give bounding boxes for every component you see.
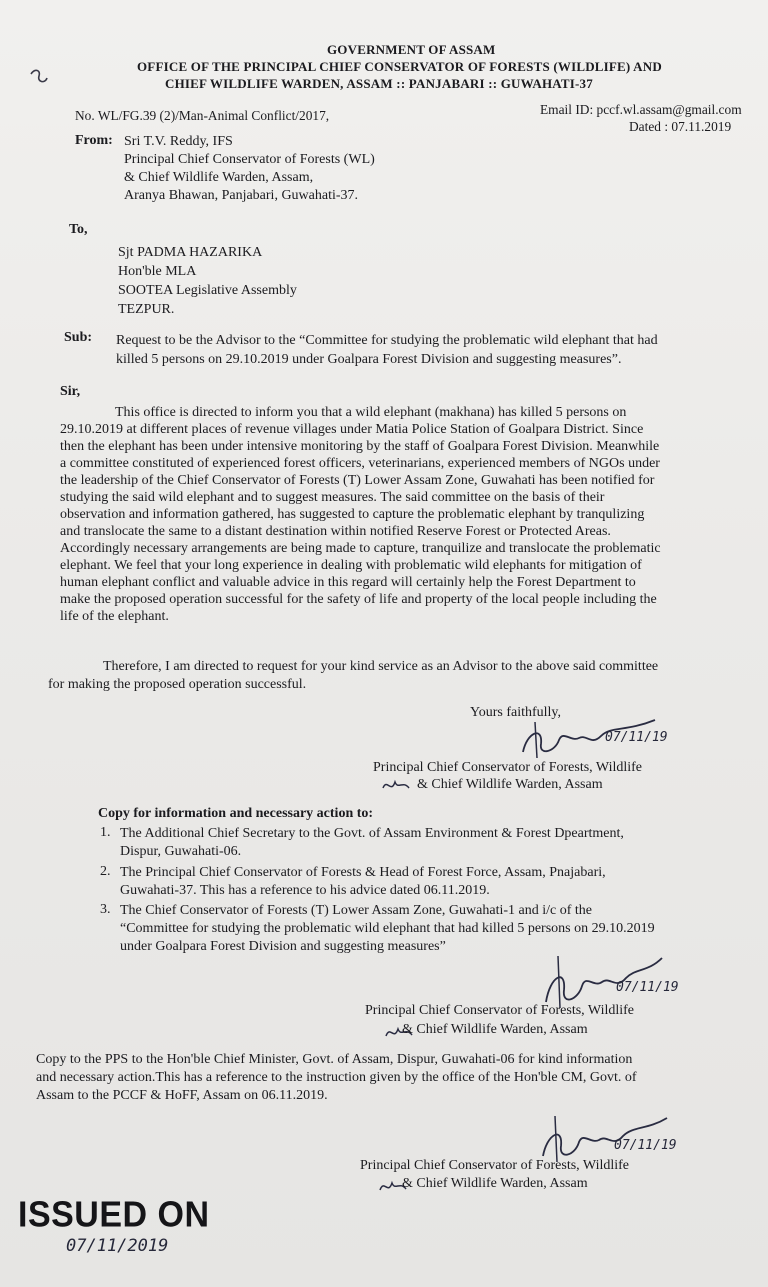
copy-item-2-line-2: Guwahati-37. This has a reference to his advice dated 06.11.2019. xyxy=(120,883,490,898)
pps-copy-line-3: Assam to the PCCF & HoFF, Assam on 06.11.2019. xyxy=(36,1088,328,1103)
from-label: From: xyxy=(75,133,113,148)
reference-number: No. WL/FG.39 (2)/Man-Animal Conflict/2017, xyxy=(75,108,330,123)
copy-item-3-line-2: “Committee for studying the problematic wild elephant that had killed 5 persons on 29.10.2019 xyxy=(120,921,655,936)
salutation: Sir, xyxy=(60,384,81,399)
issued-on-date: 07/11/2019 xyxy=(66,1236,169,1256)
signature-1-date: 07/11/19 xyxy=(605,730,668,745)
signature-1-line-1: Principal Chief Conservator of Forests, Wildlife xyxy=(373,760,643,775)
signature-3-date: 07/11/19 xyxy=(614,1138,677,1153)
body-line-8: and translocate the same to a distant destination within notified Reserve Forest or Protected Areas. xyxy=(60,524,611,539)
to-label: To, xyxy=(69,222,88,237)
body-line-7: observation and information gathered, has suggested to capture the problematic elephant by tranqulizing xyxy=(60,507,645,522)
header-line-2: OFFICE OF THE PRINCIPAL CHIEF CONSERVATOR OF FORESTS (WILDLIFE) AND xyxy=(137,59,662,74)
closing-line-2: for making the proposed operation successful. xyxy=(48,677,307,692)
email-id: Email ID: pccf.wl.assam@gmail.com xyxy=(540,102,742,117)
closing-line-1: Therefore, I am directed to request for your kind service as an Advisor to the above said committee xyxy=(103,659,659,674)
signature-3-line-2: & Chief Wildlife Warden, Assam xyxy=(402,1176,588,1191)
header-line-3: CHIEF WILDLIFE WARDEN, ASSAM :: PANJABARI :: GUWAHATI-37 xyxy=(165,76,593,91)
from-line-1: Sri T.V. Reddy, IFS xyxy=(124,134,233,149)
body-line-6: studying the said wild elephant and to suggest measures. The said committee on the basis of their xyxy=(60,490,605,505)
subject-label: Sub: xyxy=(64,330,93,345)
issued-on-stamp: ISSUED ON xyxy=(18,1195,210,1235)
copy-item-2-number: 2. xyxy=(100,864,111,879)
to-line-2: Hon'ble MLA xyxy=(118,264,197,279)
copy-item-3-number: 3. xyxy=(100,902,111,917)
copy-item-1-line-1: The Additional Chief Secretary to the Govt. of Assam Environment & Forest Dpeartment, xyxy=(120,826,624,841)
to-line-4: TEZPUR. xyxy=(118,302,175,317)
copy-item-3-line-1: The Chief Conservator of Forests (T) Lower Assam Zone, Guwahati-1 and i/c of the xyxy=(120,903,592,918)
body-line-5: the leadership of the Chief Conservator of Forests (T) Lower Assam Zone, Guwahati has been notified for xyxy=(60,473,655,488)
letter-date: Dated : 07.11.2019 xyxy=(629,119,732,134)
margin-scribble-icon xyxy=(27,66,51,88)
copy-item-1-number: 1. xyxy=(100,825,111,840)
header-line-1: GOVERNMENT OF ASSAM xyxy=(327,42,496,57)
copy-item-1-line-2: Dispur, Guwahati-06. xyxy=(120,844,242,859)
pps-copy-line-1: Copy to the PPS to the Hon'ble Chief Minister, Govt. of Assam, Dispur, Guwahati-06 for kind information xyxy=(36,1052,633,1067)
subject-line-1: Request to be the Advisor to the “Committee for studying the problematic wild elephant that had xyxy=(116,333,658,348)
body-line-10: elephant. We feel that your long experience in dealing with problematic wild elephants for mitigation of xyxy=(60,558,642,573)
signature-2-date: 07/11/19 xyxy=(616,980,679,995)
from-line-4: Aranya Bhawan, Panjabari, Guwahati-37. xyxy=(124,188,359,203)
from-line-2: Principal Chief Conservator of Forests (WL) xyxy=(124,152,375,167)
body-line-2: 29.10.2019 at different places of revenue villages under Matia Police Station of Goalpara District. Since xyxy=(60,422,644,437)
to-line-3: SOOTEA Legislative Assembly xyxy=(118,283,297,298)
to-line-1: Sjt PADMA HAZARIKA xyxy=(118,245,263,260)
body-line-12: make the proposed operation successful for the safety of life and property of the local people including the xyxy=(60,592,657,607)
body-line-9: Accordingly necessary arrangements are being made to capture, tranquilize and translocate the problematic xyxy=(60,541,661,556)
signature-1-line-2: & Chief Wildlife Warden, Assam xyxy=(417,777,603,792)
body-line-11: human elephant conflict and valuable advice in this regard will certainly help the Forest Department to xyxy=(60,575,636,590)
from-line-3: & Chief Wildlife Warden, Assam, xyxy=(124,170,314,185)
signature-2-line-2: & Chief Wildlife Warden, Assam xyxy=(402,1022,588,1037)
copy-item-2-line-1: The Principal Chief Conservator of Forests & Head of Forest Force, Assam, Pnajabari, xyxy=(120,865,606,880)
copy-heading: Copy for information and necessary action to: xyxy=(98,806,374,821)
pps-copy-line-2: and necessary action.This has a reference to the instruction given by the office of the Hon'ble CM, Govt. of xyxy=(36,1070,637,1085)
body-line-1: This office is directed to inform you that a wild elephant (makhana) has killed 5 persons on xyxy=(115,405,627,420)
signature-3-line-1: Principal Chief Conservator of Forests, Wildlife xyxy=(360,1158,630,1173)
subject-line-2: killed 5 persons on 29.10.2019 under Goalpara Forest Division and suggesting measures”. xyxy=(116,352,622,367)
sign-off: Yours faithfully, xyxy=(470,705,562,720)
body-line-3: then the elephant has been under intensive monitoring by the staff of Goalpara Forest Division. Meanwhile xyxy=(60,439,660,454)
body-line-4: a committee constituted of experienced forest officers, veterinarians, experienced members of NGOs under xyxy=(60,456,660,471)
body-line-13: life of the elephant. xyxy=(60,609,169,624)
copy-item-3-line-3: under Goalpara Forest Division and suggesting measures” xyxy=(120,939,446,954)
initials-mark-1 xyxy=(381,776,413,796)
signature-2-line-1: Principal Chief Conservator of Forests, Wildlife xyxy=(365,1003,635,1018)
